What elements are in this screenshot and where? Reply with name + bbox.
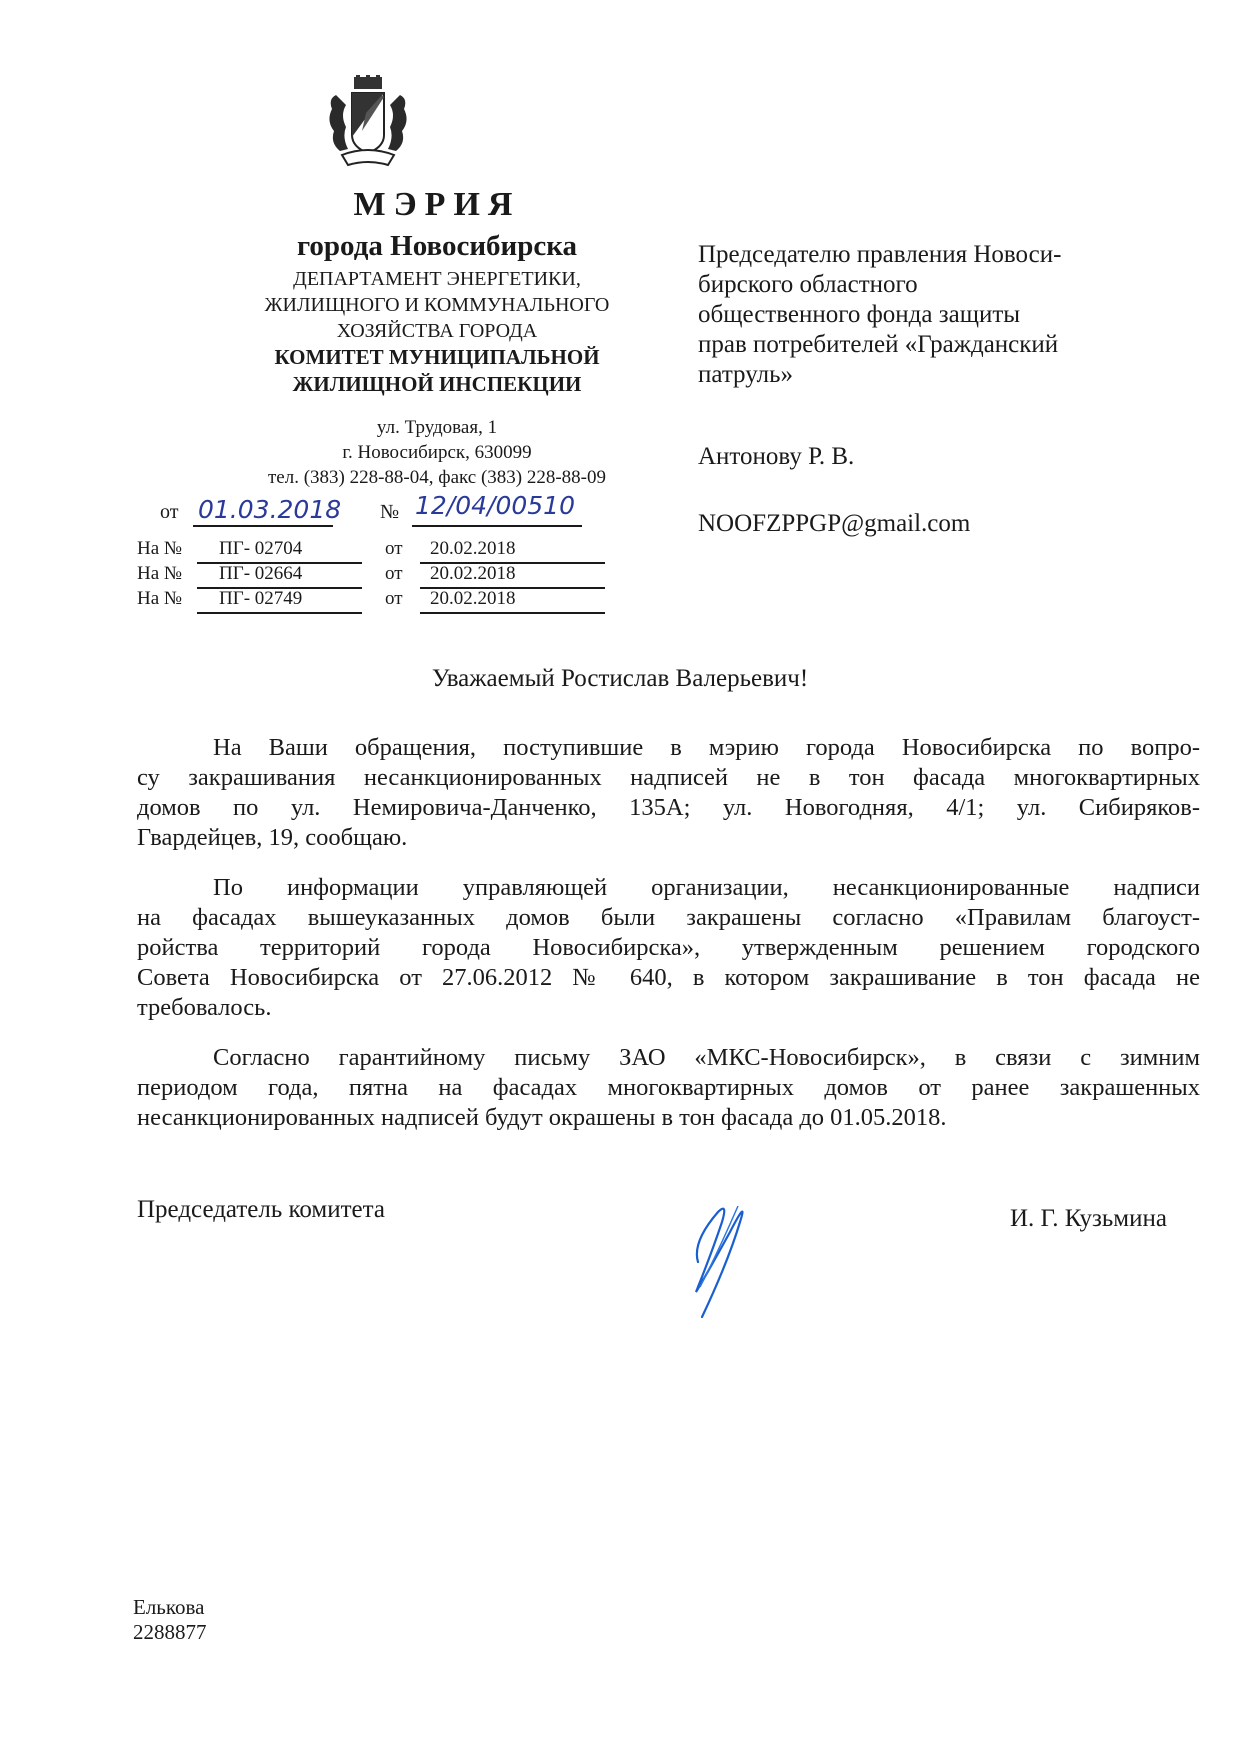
signatory-position: Председатель комитета — [137, 1196, 385, 1223]
body-paragraph — [137, 733, 1200, 853]
address-phone: тел. (383) 228-88-04, факс (383) 228-88-09 — [267, 467, 607, 488]
body-line: ройства территорий города Новосибирска», утвержденным решением городского — [137, 934, 1200, 961]
reference-date-field — [420, 588, 605, 614]
recipient-line: Председателю правления Новоси- — [698, 241, 1062, 268]
committee-line-1: КОМИТЕТ МУНИЦИПАЛЬНОЙ — [274, 345, 600, 369]
recipient-block — [698, 240, 1061, 390]
recipient-line: прав потребителей «Гражданский — [698, 331, 1059, 358]
body-line: По информации управляющей организации, несанкционированные надписи — [213, 874, 1200, 901]
number-underline — [412, 525, 582, 527]
reference-from-label: от — [385, 538, 403, 559]
body-paragraph — [137, 873, 1200, 1023]
body-line: су закрашивания несанкционированных надписей не в тон фасада многоквартирных — [137, 764, 1200, 791]
letter-body — [137, 733, 1200, 1153]
reference-row — [137, 588, 617, 614]
date-underline — [193, 525, 333, 527]
outgoing-from-label: от — [160, 501, 179, 523]
reference-label: На № — [137, 588, 183, 609]
organization-city: города Новосибирска — [296, 230, 578, 262]
body-line: На Ваши обращения, поступившие в мэрию города Новосибирска по вопро- — [213, 734, 1200, 761]
reference-number-field — [197, 563, 362, 589]
department-line-2: ЖИЛИЩНОГО И КОММУНАЛЬНОГО — [264, 294, 610, 316]
reference-number-field — [197, 538, 362, 564]
reference-number: ПГ- 02664 — [219, 563, 303, 584]
body-line: домов по ул. Немировича-Данченко, 135А; ул. Новогодняя, 4/1; ул. Сибиряков- — [137, 794, 1200, 821]
outgoing-number: 12/04/00510 — [415, 491, 575, 520]
reference-row — [137, 538, 617, 564]
executor-name: Елькова — [133, 1595, 205, 1619]
reference-number-field — [197, 588, 362, 614]
department-line-3: ХОЗЯЙСТВА ГОРОДА — [336, 320, 538, 342]
body-line: требовалось. — [137, 994, 272, 1021]
recipient-line: патруль» — [698, 361, 794, 388]
department-line-1: ДЕПАРТАМЕНТ ЭНЕРГЕТИКИ, — [293, 268, 581, 290]
reference-row — [137, 563, 617, 589]
body-line: Гвардейцев, 19, сообщаю. — [137, 824, 408, 851]
reference-number: ПГ- 02704 — [219, 538, 303, 559]
reference-number: ПГ- 02749 — [219, 588, 303, 609]
body-line: на фасадах вышеуказанных домов были закрашены согласно «Правилам благоуст- — [137, 904, 1200, 931]
reference-from-label: от — [385, 563, 403, 584]
address-street: ул. Трудовая, 1 — [376, 417, 498, 438]
body-line: Совета Новосибирска от 27.06.2012 № 640, в котором закрашивание в тон фасада не — [137, 964, 1200, 991]
recipient-line: общественного фонда защиты — [698, 301, 1021, 328]
committee-line-2: ЖИЛИЩНОЙ ИНСПЕКЦИИ — [292, 372, 582, 396]
body-line: Согласно гарантийному письму ЗАО «МКС-Новосибирск», в связи с зимним — [213, 1044, 1200, 1071]
organization-title: МЭРИЯ — [353, 186, 521, 223]
recipient-name: Антонову Р. В. — [698, 443, 855, 470]
reference-date: 20.02.2018 — [430, 538, 516, 559]
body-paragraph — [137, 1043, 1200, 1133]
reference-label: На № — [137, 563, 183, 584]
signatory-name: И. Г. Кузьмина — [1010, 1205, 1167, 1232]
reference-label: На № — [137, 538, 183, 559]
address-city: г. Новосибирск, 630099 — [342, 442, 532, 463]
reference-date: 20.02.2018 — [430, 588, 516, 609]
outgoing-number-label: № — [380, 501, 400, 523]
outgoing-registration — [160, 491, 630, 529]
body-line: несанкционированных надписей будут окрашены в тон фасада до 01.05.2018. — [137, 1104, 947, 1131]
reference-date-field — [420, 563, 605, 589]
handwritten-signature-icon — [688, 1192, 788, 1332]
body-line: периодом года, пятна на фасадах многоквартирных домов от ранее закрашенных — [137, 1074, 1200, 1101]
outgoing-date: 01.03.2018 — [198, 495, 342, 524]
reference-date: 20.02.2018 — [430, 563, 516, 584]
reference-from-label: от — [385, 588, 403, 609]
executor-phone: 2288877 — [133, 1620, 207, 1644]
recipient-line: бирского областного — [698, 271, 918, 298]
recipient-email[interactable]: NOOFZPPGP@gmail.com — [698, 510, 971, 537]
salutation: Уважаемый Ростислав Валерьевич! — [431, 665, 809, 692]
reference-date-field — [420, 538, 605, 564]
